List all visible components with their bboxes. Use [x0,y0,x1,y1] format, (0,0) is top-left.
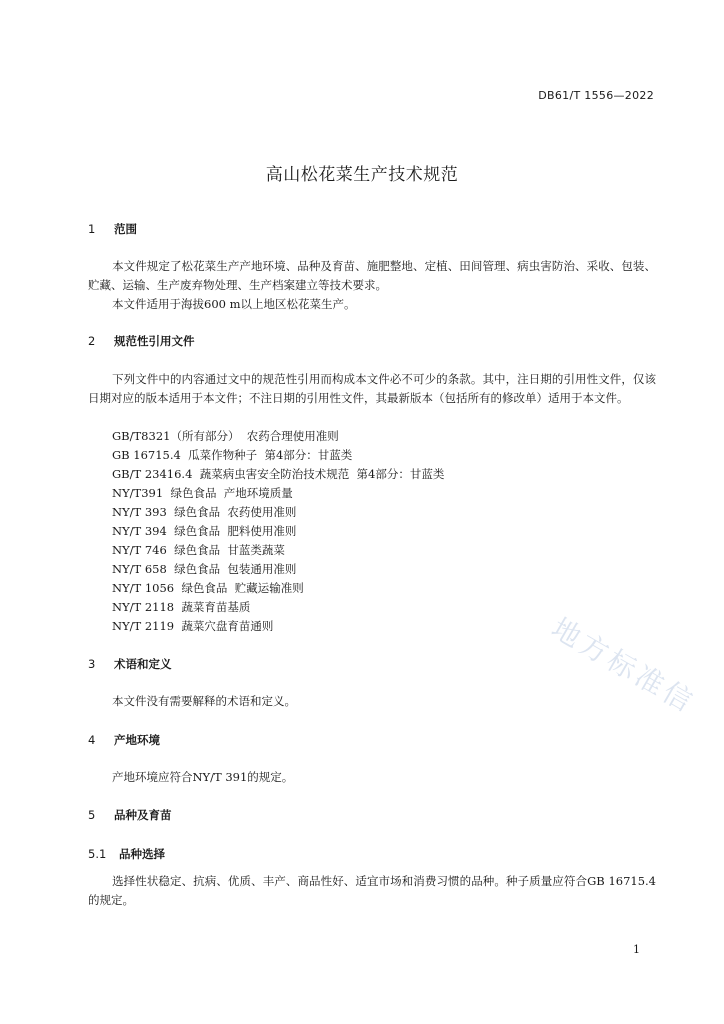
reference-code: GB/T8321（所有部分） [112,429,240,443]
scope-paragraph-1 [88,257,656,295]
section-3-heading [88,656,172,672]
reference-code: NY/T 2118 [112,600,175,614]
section-4-heading [88,732,160,748]
section-title: 术语和定义 [114,657,172,671]
terms-paragraph [88,692,656,711]
reference-code: GB/T 23416.4 [112,467,193,481]
section-5-heading [88,807,172,823]
reference-code: NY/T 394 [112,524,167,538]
reference-name: 农药合理使用准则 [246,429,339,443]
section-number: 5 [88,808,96,822]
reference-item [112,599,250,615]
reference-item [112,466,444,482]
reference-code: NY/T 746 [112,543,167,557]
variety-paragraph [88,872,656,910]
environment-paragraph [88,768,656,787]
reference-name: 瓜菜作物种子 第4部分：甘蓝类 [188,448,353,462]
document-title: 高山松花菜生产技术规范 [265,165,459,185]
paragraph-text: 本文件规定了松花菜生产产地环境、品种及育苗、施肥整地、定植、田间管理、病虫害防治、采收、包装、贮藏、运输、生产废弃物处理、生产档案建立等技术要求。 [88,259,656,292]
section-number: 4 [88,733,96,747]
section-title: 产地环境 [114,733,161,747]
section-1-heading [88,221,137,237]
reference-name: 蔬菜穴盘育苗通则 [181,619,274,633]
reference-name: 绿色食品 包装通用准则 [174,562,297,576]
reference-code: NY/T391 [112,486,164,500]
paragraph-text: 本文件没有需要解释的术语和定义。 [112,694,296,708]
section-5-1-heading [88,846,165,862]
paragraph-text: 下列文件中的内容通过文中的规范性引用而构成本文件必不可少的条款。其中，注日期的引用性文件，仅该日期对应的版本适用于本文件；不注日期的引用性文件，其最新版本（包括所有的修改单）适用于本文件。 [88,372,656,405]
reference-name: 绿色食品 肥料使用准则 [174,524,297,538]
section-number: 3 [88,657,96,671]
reference-code: NY/T 658 [112,562,167,576]
watermark: 地方标准信 [546,611,702,720]
reference-item [112,618,273,634]
reference-item [112,485,293,501]
reference-item [112,504,296,520]
reference-name: 蔬菜育苗基质 [181,600,251,614]
section-title: 品种及育苗 [114,808,172,822]
section-number: 5.1 [88,847,107,861]
document-code: DB61/T 1556—2022 [538,89,654,102]
section-title: 品种选择 [119,847,165,861]
page-number: 1 [633,943,640,956]
reference-name: 蔬菜病虫害安全防治技术规范 第4部分：甘蓝类 [199,467,445,481]
reference-code: NY/T 393 [112,505,167,519]
reference-name: 绿色食品 农药使用准则 [174,505,297,519]
reference-code: NY/T 1056 [112,581,175,595]
reference-code: GB 16715.4 [112,448,181,462]
paragraph-text: 产地环境应符合NY/T 391的规定。 [112,770,294,784]
reference-name: 绿色食品 贮藏运输准则 [181,581,304,595]
reference-item [112,447,352,463]
reference-name: 绿色食品 甘蓝类蔬菜 [174,543,285,557]
reference-item [112,428,339,444]
reference-code: NY/T 2119 [112,619,175,633]
references-intro-paragraph [88,370,656,408]
paragraph-text: 选择性状稳定、抗病、优质、丰产、商品性好、适宜市场和消费习惯的品种。种子质量应符合GB 16715.4的规定。 [88,874,656,907]
reference-item [112,561,296,577]
reference-item [112,580,304,596]
section-number: 2 [88,334,96,348]
scope-paragraph-2 [88,295,656,314]
paragraph-text: 本文件适用于海拔600 m以上地区松花菜生产。 [112,297,356,311]
section-title: 范围 [114,222,138,236]
section-number: 1 [88,222,96,236]
reference-item [112,523,296,539]
reference-name: 绿色食品 产地环境质量 [170,486,293,500]
reference-item [112,542,285,558]
section-2-heading [88,333,195,349]
section-title: 规范性引用文件 [114,334,195,348]
